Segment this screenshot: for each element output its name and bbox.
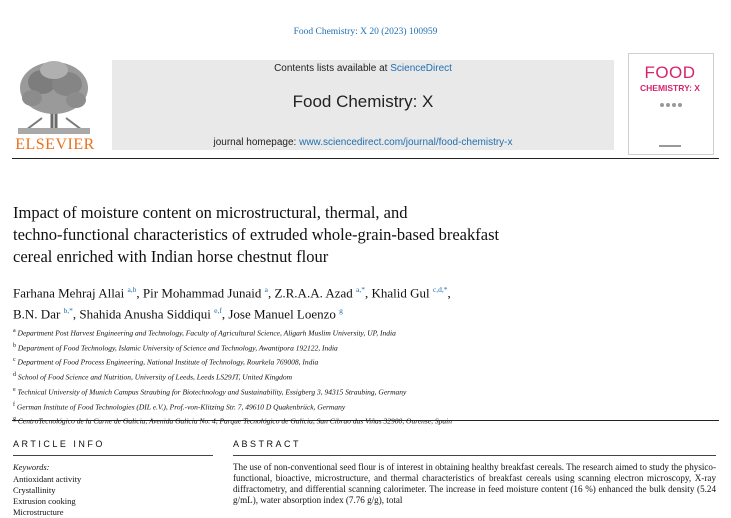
author-name[interactable]: Jose Manuel Loenzo [228, 306, 336, 322]
contents-prefix: Contents lists available at [274, 63, 391, 74]
keyword: Microstructure [13, 507, 64, 517]
author-name[interactable]: Shahida Anusha Siddiqui [79, 306, 211, 322]
affiliation [13, 325, 713, 340]
author-separator: , [267, 285, 275, 301]
abstract-text: The use of non-conventional seed flour is of interest in obtaining healthy breakfast cereals. The research aimed to study the physico-functional, bioactive, microstructure, and thermal characteristics of breakfast cereals using scanning electron microscopy, X-ray diffractometry, and differential scanning calorimeter. The increase in feed moisture content (16 %) enhanced the bulk density (5.24 g/mL), water absorption index (7.76 g/g), total [233, 462, 716, 505]
title-line: Impact of moisture content on microstructural, thermal, and [13, 203, 408, 222]
keywords-label: Keywords: [13, 462, 50, 472]
author-separator: , [136, 285, 143, 301]
author-separator: , [447, 285, 451, 301]
keyword: Crystallinity [13, 485, 56, 495]
affiliation-text: Department of Food Process Engineering, National Institute of Technology, Rourkela 769008, India [17, 357, 319, 367]
affiliation-mark: d [13, 372, 16, 379]
affiliation-mark: e [13, 386, 16, 393]
affiliation-list [13, 325, 713, 428]
cover-title-chemistry: CHEMISTRY: X [640, 83, 700, 93]
publisher-name: ELSEVIER [15, 136, 95, 153]
affiliation-text: CentroTecnológico de la Carne de Galicia, Avenida Galicia No. 4, Parque Tecnológico de Galicia, San Cibrao das Viñas 32900, Ourense, Spain [17, 416, 453, 426]
affiliation-mark: b [13, 342, 16, 349]
abstract-heading: ABSTRACT [233, 439, 302, 449]
affiliation-text: Technical University of Munich Campus Straubing for Biotechnology and Sustainability, Essigberg 3, 94315 Straubing, Germany [17, 387, 407, 397]
affiliation-mark: f [13, 401, 15, 408]
journal-reference[interactable]: Food Chemistry: X 20 (2023) 100959 [293, 27, 438, 37]
author-affiliation-marks[interactable]: g [339, 305, 343, 315]
author-affiliation-marks[interactable]: a,b [127, 285, 137, 294]
affiliation-mark: a [13, 328, 16, 334]
author-separator: , [221, 306, 229, 322]
article-info-rule [13, 455, 213, 456]
author-name[interactable]: Z.R.A.A. Azad [274, 285, 353, 301]
header-divider [12, 158, 719, 159]
journal-title: Food Chemistry: X [292, 92, 434, 111]
abstract-rule [233, 455, 716, 456]
title-line: cereal enriched with Indian horse chestnut flour [13, 247, 329, 266]
affiliation-mark: c [13, 357, 16, 364]
author-affiliation-marks[interactable]: b,* [63, 305, 73, 315]
author-name[interactable]: Pir Mohammad Junaid [142, 285, 262, 301]
author-list [13, 281, 713, 323]
author-affiliation-marks[interactable]: a,* [356, 285, 366, 294]
homepage-prefix: journal homepage: [213, 137, 300, 148]
keyword: Extrusion cooking [13, 496, 76, 506]
author-separator: , [365, 285, 372, 301]
article-title [13, 202, 693, 268]
section-divider [12, 420, 719, 421]
homepage-line [112, 137, 614, 148]
cover-title-food: FOOD [644, 63, 696, 82]
affiliation-text: School of Food Science and Nutrition, University of Leeds, Leeds LS29JT, United Kingdom [17, 372, 293, 382]
affiliation-text: Department of Food Technology, Islamic University of Science and Technology, Awantipora 192122, India [17, 343, 338, 353]
author-affiliation-marks[interactable]: e,f [214, 305, 222, 315]
affiliation [13, 369, 713, 384]
affiliation-text: German Institute of Food Technologies (DIL e.V.), Prof.-von-Klitzing Str. 7, 49610 D Quakenbrück, Germany [16, 402, 346, 412]
author-affiliation-marks[interactable]: c,d,* [432, 285, 448, 294]
affiliation-text: Department Post Harvest Engineering and Technology, Faculty of Agricultural Science, Aligarh Muslim University, UP, India [17, 328, 396, 338]
author-name[interactable]: Khalid Gul [371, 285, 430, 301]
affiliation [13, 340, 713, 355]
cover-logo-dots-icon [656, 98, 686, 110]
title-line: techno-functional characteristics of extruded whole-grain-based breakfast [13, 225, 500, 244]
affiliation [13, 354, 713, 369]
author-line [13, 281, 713, 302]
affiliation [13, 399, 713, 414]
contents-line [112, 63, 614, 74]
affiliation-mark: g [13, 416, 16, 423]
keyword: Antioxidant activity [13, 474, 82, 484]
author-line [13, 302, 713, 323]
keywords-list [13, 474, 81, 518]
cover-footer-line [659, 145, 681, 147]
sciencedirect-link[interactable]: ScienceDirect [390, 63, 452, 74]
affiliation [13, 384, 713, 399]
journal-homepage-link[interactable]: www.sciencedirect.com/journal/food-chemistry-x [299, 137, 513, 148]
author-name[interactable]: B.N. Dar [13, 306, 61, 322]
author-affiliation-marks[interactable]: a [264, 285, 268, 294]
article-info-heading: ARTICLE INFO [13, 439, 105, 449]
author-name[interactable]: Farhana Mehraj Allai [13, 285, 125, 301]
author-separator: , [72, 306, 80, 322]
